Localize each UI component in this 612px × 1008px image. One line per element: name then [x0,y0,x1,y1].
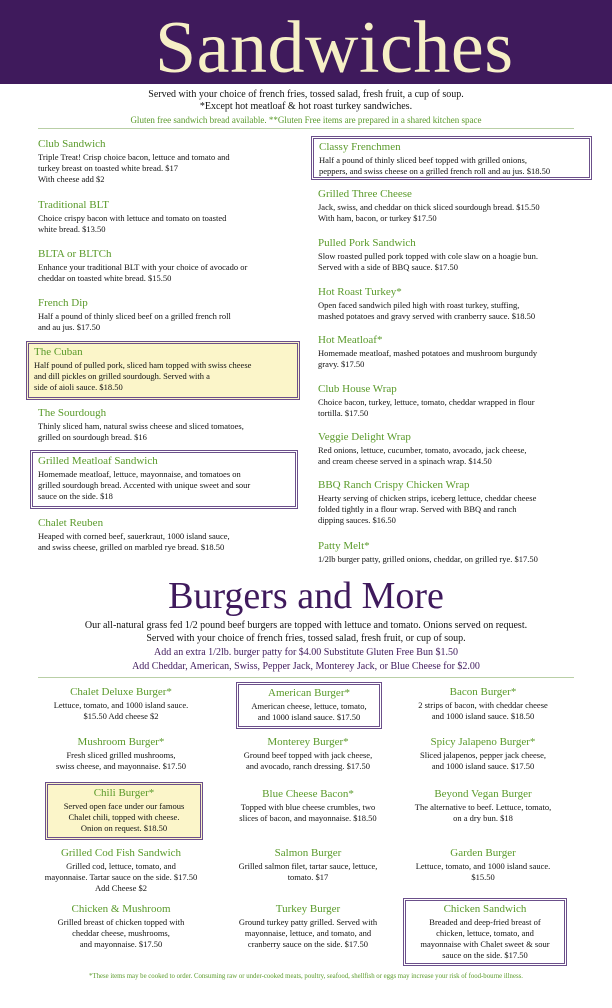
item-name: Club House Wrap [318,383,397,395]
item-name: The Cuban [34,346,83,358]
item-name: Chalet Reuben [38,517,104,529]
item-desc-line: turkey breast on toasted white bread. $17 [38,163,178,173]
item-desc-line: and 1000 island sauce. $17.50 [257,712,361,722]
item-name: Monterey Burger* [267,736,349,748]
item-desc-line: Add Cheese $2 [95,883,147,893]
burgers-intro-line-1: Our all-natural grass fed 1/2 pound beef burgers are topped with lettuce and tomato. Onions served on request. [84,620,528,631]
section-title-burgers: Burgers and More [168,575,444,617]
item-name: Grilled Meatloaf Sandwich [38,455,158,467]
menu-item-pulled-pork-sandwich [318,237,538,273]
item-desc-line: and mayonnaise. $17.50 [79,939,163,949]
item-desc-line: and au jus. $17.50 [38,322,101,332]
item-desc-line: Open faced sandwich piled high with roast turkey, stuffing, [318,300,520,310]
item-desc-line: dipping sauces. $16.50 [318,515,396,525]
item-desc-line: peppers, and swiss cheese on a grilled french roll and au jus. $18.50 [319,166,551,176]
item-desc-line: swiss cheese, and mayonnaise. $17.50 [55,761,187,771]
item-name: BBQ Ranch Crispy Chicken Wrap [318,479,470,491]
item-desc-line: Fresh sliced grilled mushrooms, [66,750,176,760]
item-desc-line: Grilled breast of chicken topped with [57,917,185,927]
item-desc-line: and cream cheese served in a spinach wrap. $14.50 [318,456,492,466]
item-name: Salmon Burger [274,847,342,859]
menu-item-bacon-burger [393,686,573,722]
item-desc-line: tomato. $17 [287,872,329,882]
item-name: Grilled Cod Fish Sandwich [60,847,182,859]
menu-item-grilled-three-cheese [318,188,540,224]
item-desc-line: Served with a side of BBQ sauce. $17.50 [318,262,458,272]
menu-item-chicken-sandwich [403,898,567,966]
item-desc-line: folded tightly in a flour wrap. Served with BBQ and ranch [318,504,517,514]
item-name: Traditional BLT [38,199,110,211]
divider [38,677,574,678]
item-name: BLTA or BLTCh [38,248,112,260]
food-safety-disclaimer: *These items may be cooked to order. Consuming raw or under-cooked meats, poultry, seafood, shellfish or eggs may increase your risk of food-bourne illness. [89,973,523,980]
item-desc-line: $15.50 Add cheese $2 [83,711,159,721]
menu-item-turkey-burger [218,903,398,950]
menu-item-veggie-delight-wrap [318,431,527,467]
item-desc-line: Slow roasted pulled pork topped with cole slaw on a hoagie bun. [318,251,539,261]
menu-item-chicken-mushroom [31,903,211,950]
item-name: Blue Cheese Bacon* [262,788,354,800]
item-desc-line: on a dry bun. $18 [453,813,513,823]
item-desc-line: $15.50 [471,872,495,882]
item-desc-line: Lettuce, tomato, and 1000 island sauce. [415,861,551,871]
item-desc-line: mayonnaise with Chalet sweet & sour [420,939,550,949]
item-name: Bacon Burger* [449,686,517,698]
menu-item-american-burger [236,682,382,729]
menu-item-hot-roast-turkey [318,286,535,322]
item-desc-line: cranberry sauce on the side. $17.50 [247,939,369,949]
item-desc-line: and 1000 island sauce. $18.50 [431,711,535,721]
item-desc-line: Grilled cod, lettuce, tomato, and [66,861,176,871]
item-desc-line: Hearty serving of chicken strips, iceberg lettuce, cheddar cheese [318,493,537,503]
item-desc-line: Chalet chili, topped with cheese. [68,812,180,822]
item-desc-line: grilled on sourdough bread. $16 [38,432,147,442]
item-desc-line: Half pound of pulled pork, sliced ham topped with swiss cheese [34,360,252,370]
item-desc-line: Grilled salmon filet, tartar sauce, lettuce, [238,861,378,871]
menu-item-spicy-jalapeno-burger [393,736,573,772]
gluten-note: Gluten free sandwich bread available. **Gluten Free items are prepared in a shared kitchen space [130,115,482,125]
menu-item-monterey-burger [218,736,398,772]
menu-item-classy-frenchmen [311,136,592,180]
item-desc-line: sauce on the side. $18 [38,491,113,501]
burgers-intro-line-3: Add an extra 1/2lb. burger patty for $4.00 Substitute Gluten Free Bun $1.50 [154,647,458,658]
menu-item-the-cuban [26,341,300,400]
item-desc-line: and avocado, ranch dressing. $17.50 [246,761,370,771]
item-name: Chili Burger* [93,787,155,799]
item-desc-line: Triple Treat! Crisp choice bacon, lettuce and tomato and [38,152,230,162]
item-desc-line: Onion on request. $18.50 [80,823,168,833]
item-desc-line: Half a pound of thinly sliced beef topped with grilled onions, [319,155,527,165]
menu-item-club-sandwich [38,138,230,185]
item-desc-line: Served open face under our famous [63,801,185,811]
menu-item-hot-meatloaf [318,334,537,370]
item-desc-line: Homemade meatloaf, lettuce, mayonnaise, and tomatoes on [38,469,241,479]
item-desc-line: and dill pickles on grilled sourdough. Served with a [34,371,210,381]
menu-item-salmon-burger [218,847,398,883]
item-name: Spicy Jalapeno Burger* [430,736,536,748]
item-name: Classy Frenchmen [319,141,401,153]
divider [38,128,574,129]
item-name: Club Sandwich [38,138,106,150]
item-name: Veggie Delight Wrap [318,431,411,443]
item-name: French Dip [38,297,88,309]
item-desc-line: Thinly sliced ham, natural swiss cheese and sliced tomatoes, [38,421,244,431]
item-desc-line: Sliced jalapenos, pepper jack cheese, [419,750,547,760]
item-desc-line: sauce on the side. $17.50 [442,950,528,960]
item-desc-line: tortilla. $17.50 [318,408,369,418]
menu-item-french-dip [38,297,231,333]
item-name: Turkey Burger [275,903,341,915]
page-title: Sandwiches [155,7,514,89]
intro-line-1: Served with your choice of french fries, tossed salad, fresh fruit, a cup of soup. [148,89,464,100]
item-desc-line: The alternative to beef. Lettuce, tomato, [414,802,552,812]
item-desc-line: Enhance your traditional BLT with your choice of avocado or [38,262,248,272]
menu-item-club-house-wrap [318,383,535,419]
item-desc-line: Breaded and deep-fried breast of [429,917,541,927]
item-name: American Burger* [268,687,350,699]
burgers-intro-line-4: Add Cheddar, American, Swiss, Pepper Jack, Monterey Jack, or Blue Cheese for $2.00 [132,661,480,672]
item-desc-line: chicken, lettuce, tomato, and [436,928,534,938]
menu-item-blue-cheese-bacon [218,788,398,824]
menu-item-beyond-vegan-burger [393,788,573,824]
item-desc-line: gravy. $17.50 [318,359,365,369]
item-desc-line: Ground turkey patty grilled. Served with [238,917,378,927]
item-desc-line: white bread. $13.50 [38,224,106,234]
menu-item-garden-burger [393,847,573,883]
menu-item-bbq-ranch-wrap [318,479,536,526]
item-desc-line: mashed potatoes and gravy served with cranberry sauce. $18.50 [318,311,536,321]
item-desc-line: Heaped with corned beef, sauerkraut, 1000 island sauce, [38,531,230,541]
item-desc-line: Choice crispy bacon with lettuce and tomato on toasted [38,213,227,223]
item-desc-line: Jack, swiss, and cheddar on thick sliced sourdough bread. $15.50 [318,202,540,212]
menu-item-mushroom-burger [31,736,211,772]
item-desc-line: American cheese, lettuce, tomato, [251,701,367,711]
item-name: Grilled Three Cheese [318,188,412,200]
item-desc-line: cheddar cheese, mushrooms, [72,928,170,938]
menu-item-chalet-reuben [38,517,230,553]
item-name: Chicken Sandwich [443,903,527,915]
item-desc-line: Lettuce, tomato, and 1000 island sauce. [53,700,189,710]
item-desc-line: Topped with blue cheese crumbles, two [240,802,376,812]
menu-item-chalet-deluxe-burger [31,686,211,722]
item-desc-line: grilled sourdough bread. Accented with unique sweet and sour [38,480,251,490]
item-desc-line: With cheese add $2 [38,174,105,184]
menu-item-grilled-meatloaf-sandwich [30,450,298,509]
item-name: Hot Roast Turkey* [318,286,402,298]
menu-item-traditional-blt [38,199,226,235]
item-desc-line: mayonnaise. Tartar sauce on the side. $17.50 [44,872,198,882]
item-name: Beyond Vegan Burger [434,788,532,800]
item-desc-line: side of aioli sauce. $18.50 [34,382,123,392]
item-name: The Sourdough [38,407,107,419]
item-desc-line: 1/2lb burger patty, grilled onions, cheddar, on grilled rye. $17.50 [318,554,538,564]
item-name: Mushroom Burger* [77,736,165,748]
item-name: Garden Burger [450,847,516,859]
menu-item-grilled-cod-fish-sandwich [21,847,221,894]
item-name: Chicken & Mushroom [71,903,171,915]
intro-line-2: *Except hot meatloaf & hot roast turkey sandwiches. [199,101,413,112]
item-name: Patty Melt* [318,540,370,552]
item-desc-line: Half a pound of thinly sliced beef on a grilled french roll [38,311,231,321]
item-desc-line: Ground beef topped with jack cheese, [243,750,373,760]
menu-item-patty-melt [318,540,538,565]
burgers-intro-line-2: Served with your choice of french fries, tossed salad, fresh fruit, or cup of soup. [146,633,466,644]
item-desc-line: cheddar on toasted white bread. $15.50 [38,273,172,283]
menu-item-blta [38,248,247,284]
item-name: Hot Meatloaf* [318,334,383,346]
item-desc-line: Red onions, lettuce, cucumber, tomato, avocado, jack cheese, [318,445,527,455]
item-desc-line: mayonnaise, lettuce, and tomato, and [244,928,372,938]
item-name: Pulled Pork Sandwich [318,237,416,249]
item-desc-line: Homemade meatloaf, mashed potatoes and mushroom burgundy [318,348,538,358]
menu-item-chili-burger [45,782,203,840]
menu-item-the-sourdough [38,407,244,443]
item-name: Chalet Deluxe Burger* [70,686,172,698]
item-desc-line: With ham, bacon, or turkey $17.50 [318,213,437,223]
item-desc-line: Choice bacon, turkey, lettuce, tomato, cheddar wrapped in flour [318,397,535,407]
item-desc-line: and swiss cheese, grilled on marbled rye bread. $18.50 [38,542,225,552]
item-desc-line: 2 strips of bacon, with cheddar cheese [418,700,548,710]
item-desc-line: slices of bacon, and mayonnaise. $18.50 [239,813,377,823]
item-desc-line: and 1000 island sauce. $17.50 [431,761,535,771]
